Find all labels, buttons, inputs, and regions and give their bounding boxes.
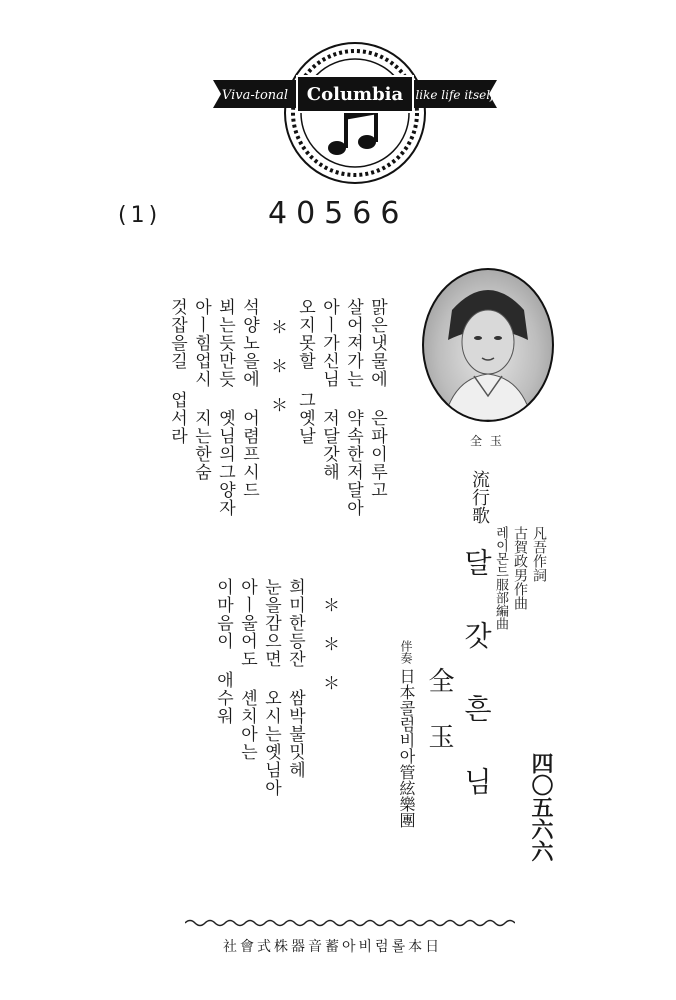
song-title: 달 갓 흔 님	[460, 548, 493, 801]
lyric-line: 아ㅣ힘업시 지는한숨	[191, 298, 211, 481]
accompaniment-label: 伴奏	[399, 640, 413, 664]
catalog-number: 40566	[268, 196, 409, 231]
composer-credit: 古賀政男作曲	[512, 526, 528, 610]
lyric-separator: ＊ ＊ ＊	[319, 596, 339, 692]
lyric-line: 눈을감으면 오시는옛님아	[261, 578, 281, 797]
lyric-separator: ＊ ＊ ＊	[267, 318, 287, 414]
lyric-line: 희미한등잔 쌈박불밋헤	[285, 578, 305, 779]
side-number: (1)	[118, 203, 162, 228]
catalog-number-vertical: 四〇五六六	[528, 752, 554, 862]
song-genre: 流行歌	[469, 470, 490, 524]
singer-name: 全 玉	[424, 667, 454, 749]
logo-brand: Columbia	[306, 84, 404, 105]
lyric-line: 아ㅣ울어도 셴치아는	[237, 578, 257, 761]
publisher-company: 社會式株器音蓄아비럼롤本日	[223, 939, 443, 955]
lyric-line: 아ㅣ가신님 저달갓해	[319, 298, 339, 481]
portrait-image	[424, 270, 552, 420]
lyric-line: 살어져가는 약속한저달아	[343, 298, 363, 517]
lyric-line: 석양노을에 어렴프시드	[239, 298, 259, 499]
lyricist-credit: 凡吾作詞	[531, 526, 547, 582]
lyric-line: 뵈는듯만듯 옛님의그양자	[215, 298, 235, 517]
logo-right-motto: like life itself	[415, 88, 495, 102]
logo-left-motto: Viva-tonal	[221, 88, 289, 103]
photo-caption: 全 玉	[470, 434, 504, 448]
footer-wavy-rule	[185, 918, 515, 928]
lyric-line: 이마음이 애수워	[213, 578, 233, 725]
lyric-line: 것잡을길 업서라	[167, 298, 187, 445]
singer-portrait	[422, 268, 554, 422]
columbia-logo	[205, 38, 505, 188]
lyric-line: 맑은냇물에 은파이루고	[367, 298, 387, 499]
arranger-credit: 레이몬드服部編曲	[493, 526, 508, 630]
orchestra-name: 日本콜럼비아管絃樂團	[397, 668, 416, 828]
lyric-line: 오지못할 그옛날	[295, 298, 315, 445]
